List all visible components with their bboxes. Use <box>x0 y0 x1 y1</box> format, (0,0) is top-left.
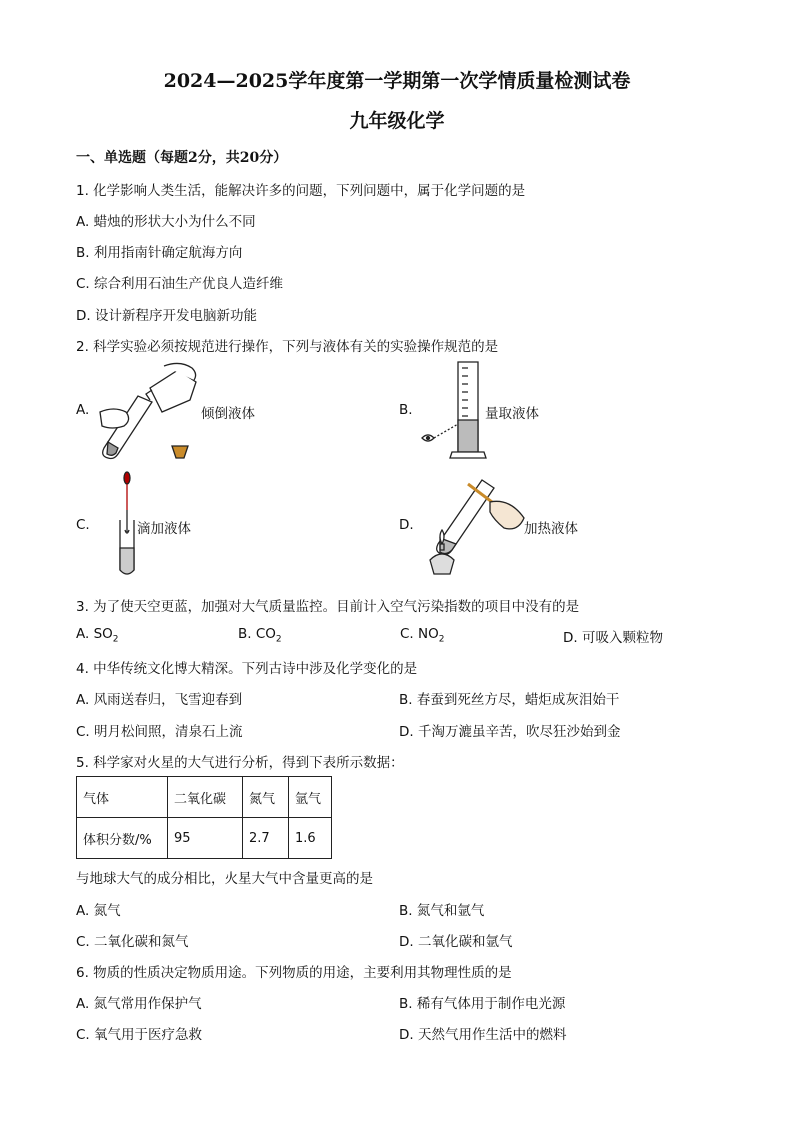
table-cell: 氩气 <box>289 777 332 818</box>
section-heading: 一、单选题（每题2分，共20分） <box>76 150 288 166</box>
question-2-option-b-letter: B. <box>399 402 413 418</box>
question-2-option-d-label: 加热液体 <box>524 521 578 537</box>
question-3-option-b: B. $CO_2$ <box>238 626 282 645</box>
measuring-cylinder-illustration <box>420 358 490 462</box>
question-1-stem: 1. 化学影响人类生活，能解决许多的问题，下列问题中，属于化学问题的是 <box>76 183 526 199</box>
question-1-option-d: D. 设计新程序开发电脑新功能 <box>76 308 257 324</box>
question-5-option-d: D. 二氧化碳和氩气 <box>399 934 513 950</box>
table-row <box>77 777 332 818</box>
table-cell: 1.6 <box>289 818 332 859</box>
question-6-option-b: B. 稀有气体用于制作电光源 <box>399 996 566 1012</box>
table-cell: 氮气 <box>243 777 289 818</box>
question-6-stem: 6. 物质的性质决定物质用途。下列物质的用途，主要利用其物理性质的是 <box>76 965 512 981</box>
question-1-option-b: B. 利用指南针确定航海方向 <box>76 245 243 261</box>
question-2-option-a-label: 倾倒液体 <box>201 406 255 422</box>
pouring-liquid-illustration <box>94 360 204 460</box>
question-2-stem: 2. 科学实验必须按规范进行操作，下列与液体有关的实验操作规范的是 <box>76 339 499 355</box>
question-5-stem: 5. 科学家对火星的大气进行分析，得到下表所示数据： <box>76 755 404 771</box>
question-4-stem: 4. 中华传统文化博大精深。下列古诗中涉及化学变化的是 <box>76 661 418 677</box>
table-cell: 2.7 <box>243 818 289 859</box>
question-6-option-c: C. 氧气用于医疗急救 <box>76 1027 203 1043</box>
question-3-option-d: D. 可吸入颗粒物 <box>563 630 663 646</box>
question-4-option-d: D. 千淘万漉虽辛苦，吹尽狂沙始到金 <box>399 724 621 740</box>
question-1-option-c: C. 综合利用石油生产优良人造纤维 <box>76 276 284 292</box>
question-2-option-a-letter: A. <box>76 402 90 418</box>
exam-title: 2024—2025学年度第一学期第一次学情质量检测试卷 <box>163 70 631 92</box>
exam-subtitle: 九年级化学 <box>349 110 445 132</box>
question-4-option-b: B. 春蚕到死丝方尽，蜡炬成灰泪始干 <box>399 692 620 708</box>
question-3-option-a: A. $SO_2$ <box>76 626 119 645</box>
question-3-option-c: C. $NO_2$ <box>400 626 445 645</box>
table-cell: 气体 <box>77 777 168 818</box>
question-5-option-a: A. 氮气 <box>76 903 121 919</box>
question-2-option-c-label: 滴加液体 <box>137 521 191 537</box>
question-5-question: 与地球大气的成分相比，火星大气中含量更高的是 <box>76 871 373 887</box>
question-3-stem: 3. 为了使天空更蓝，加强对大气质量监控。目前计入空气污染指数的项目中没有的是 <box>76 599 580 615</box>
heating-liquid-illustration <box>420 474 526 578</box>
question-4-option-c: C. 明月松间照，清泉石上流 <box>76 724 243 740</box>
question-6-option-a: A. 氮气常用作保护气 <box>76 996 202 1012</box>
question-2-option-c-letter: C. <box>76 517 90 533</box>
question-4-option-a: A. 风雨送春归，飞雪迎春到 <box>76 692 243 708</box>
question-5-option-c: C. 二氧化碳和氮气 <box>76 934 189 950</box>
table-cell: 95 <box>168 818 243 859</box>
table-cell: 体积分数/% <box>77 818 168 859</box>
question-6-option-d: D. 天然气用作生活中的燃料 <box>399 1027 567 1043</box>
mars-atmosphere-table <box>76 776 332 859</box>
question-1-option-a: A. 蜡烛的形状大小为什么不同 <box>76 214 256 230</box>
question-2-option-b-label: 量取液体 <box>485 406 539 422</box>
table-cell: 二氧化碳 <box>168 777 243 818</box>
question-5-option-b: B. 氮气和氩气 <box>399 903 485 919</box>
question-2-option-d-letter: D. <box>399 517 414 533</box>
table-row <box>77 818 332 859</box>
